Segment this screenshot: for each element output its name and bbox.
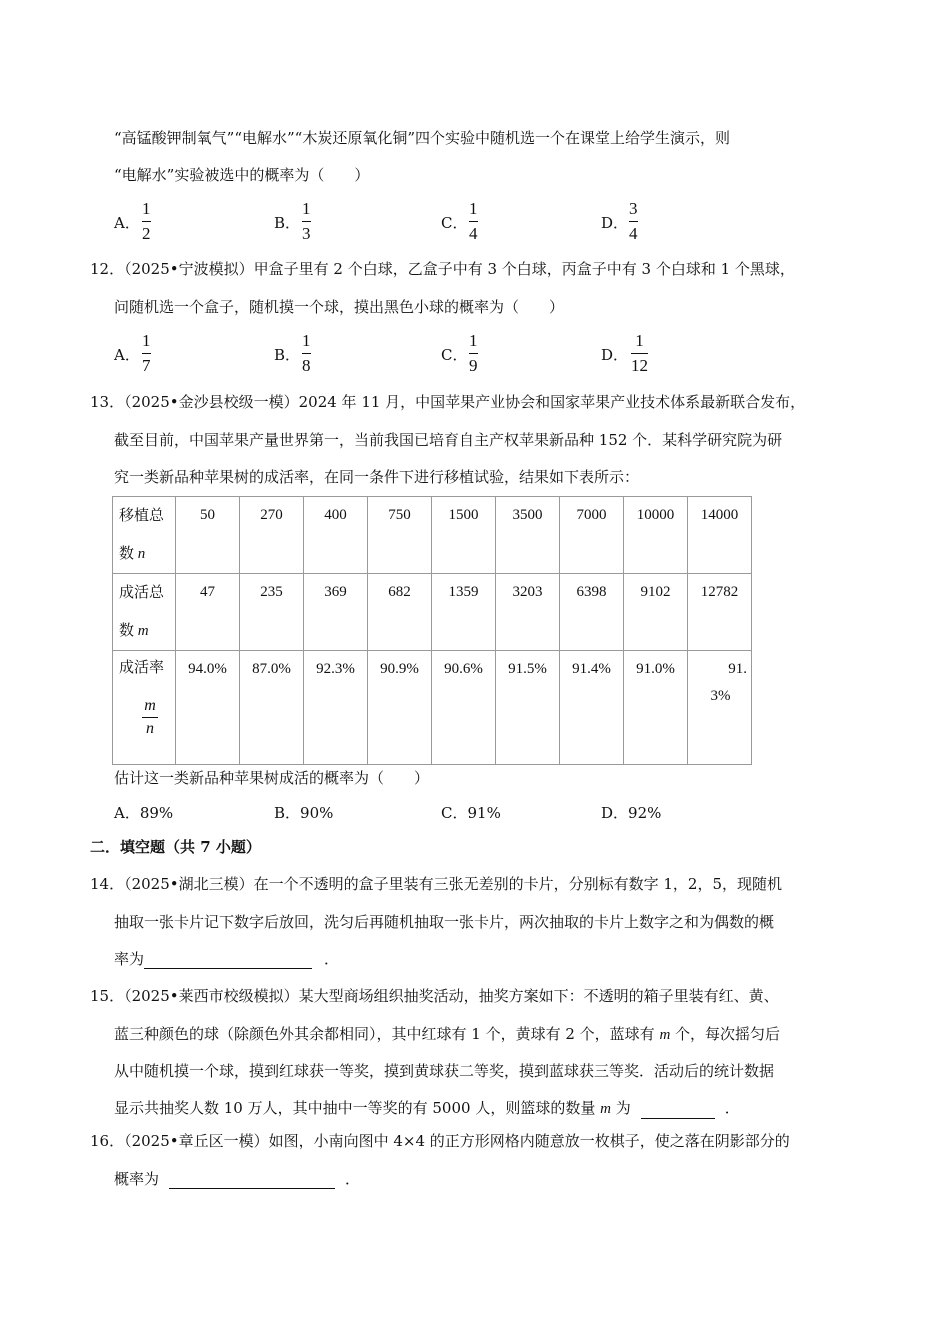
q13-option-d[interactable]: D．92%: [601, 804, 662, 822]
cell-value: 3203: [512, 584, 543, 600]
cell-value: 3500: [512, 507, 543, 523]
text: 概率为: [114, 1170, 160, 1188]
q13-option-b[interactable]: B．90%: [274, 804, 334, 822]
text: 为: [610, 1099, 631, 1117]
cell-value: 7000: [576, 507, 607, 523]
table-cell: [560, 497, 624, 574]
variable-m: m: [600, 1101, 611, 1117]
numerator: 1: [142, 331, 151, 350]
q13-line-1: 13．（2025•金沙县校级一模）2024 年 11 月，中国苹果产业协会和国家苹果产业技术体系最新联合发布，: [90, 393, 806, 411]
table-cell: [240, 497, 304, 574]
fraction: [629, 199, 638, 244]
denominator: 2: [142, 224, 151, 243]
fraction: [469, 199, 478, 244]
table-cell: [368, 497, 432, 574]
table-cell: [304, 497, 368, 574]
numerator: 1: [469, 199, 478, 218]
cell-value: 91.: [728, 661, 747, 677]
option-label: D．: [601, 346, 629, 364]
cell-value: 400: [324, 507, 347, 523]
cell-value: 270: [260, 507, 283, 523]
cell-value: 50: [200, 507, 215, 523]
cell-value: 12782: [700, 584, 739, 600]
table-cell: [432, 497, 496, 574]
variable-m: m: [659, 1027, 671, 1043]
denominator: 7: [142, 356, 151, 375]
cell-value: 47: [200, 584, 215, 600]
fraction: [302, 331, 311, 376]
row-header-line: 数: [119, 623, 135, 639]
q16-line-2: [114, 1169, 360, 1189]
cell-value: 90.6%: [444, 661, 483, 677]
option-label: D．: [601, 214, 629, 232]
text: 显示共抽奖人数 10 万人，其中抽中一等奖的有 5000 人，则篮球的数量: [114, 1099, 601, 1117]
table-row: [113, 574, 752, 651]
cell-value: 91.5%: [508, 661, 547, 677]
numerator: 3: [629, 199, 638, 218]
q12-line-2: 问随机选一个盒子，随机摸一个球，摸出黑色小球的概率为（ ）: [114, 298, 565, 316]
survival-rate-table: [112, 496, 752, 765]
table-cell: [624, 574, 688, 651]
table-cell: [176, 574, 240, 651]
cell-value: 9102: [640, 584, 671, 600]
text: ．: [345, 1170, 361, 1188]
q14-line-2: 抽取一张卡片记下数字后放回，洗匀后再随机抽取一张卡片，两次抽取的卡片上数字之和为偶数的概: [114, 913, 775, 931]
numerator: m: [144, 697, 156, 714]
fraction: [302, 199, 311, 244]
option-label: C．: [441, 214, 468, 232]
cell-value: 3%: [710, 688, 731, 704]
variable-m: m: [137, 623, 149, 639]
q11-line-1: “高锰酸钾制氧气”“电解水”“木炭还原氧化铜”四个实验中随机选一个在课堂上给学生演示，则: [114, 129, 731, 147]
row-header-line: 移植总: [119, 508, 165, 524]
option-label: C．: [441, 346, 468, 364]
q15-line-4: [114, 1098, 740, 1119]
row-header: [113, 651, 176, 765]
table-cell: [496, 651, 560, 765]
cell-value: 369: [324, 584, 347, 600]
variable-n: n: [137, 546, 146, 562]
q13-line-2: 截至目前，中国苹果产量世界第一，当前我国已培育自主产权苹果新品种 152 个．某科学研究院为研: [114, 431, 783, 449]
answer-blank[interactable]: [169, 1172, 335, 1189]
option-label: B．: [274, 346, 301, 364]
cell-value: 92.3%: [316, 661, 355, 677]
table-cell: [688, 651, 752, 765]
table-cell: [432, 651, 496, 765]
table-cell: [176, 497, 240, 574]
table-cell: [240, 651, 304, 765]
q14-line-1: 14．（2025•湖北三模）在一个不透明的盒子里装有三张无差别的卡片，分别标有数字 1，2，5，现随机: [90, 875, 783, 893]
cell-value: 750: [388, 507, 411, 523]
section-title: 二．填空题（共 7 小题）: [90, 838, 261, 856]
denominator: n: [146, 720, 154, 737]
table-row: [113, 497, 752, 574]
table-cell: [304, 574, 368, 651]
cell-value: 14000: [700, 507, 739, 523]
table-cell: [368, 574, 432, 651]
table-cell: [624, 497, 688, 574]
q12-line-1: 12．（2025•宁波模拟）甲盒子里有 2 个白球，乙盒子中有 3 个白球，丙盒子中有 3 个白球和 1 个黑球，: [90, 260, 795, 278]
table-cell: [624, 651, 688, 765]
text: 率为: [114, 950, 145, 968]
row-header-line: 成活率: [119, 660, 165, 676]
denominator: 4: [469, 224, 478, 243]
q15-line-3: 从中随机摸一个球，摸到红球获一等奖，摸到黄球获二等奖，摸到蓝球获三等奖．活动后的统计数据: [114, 1062, 775, 1080]
cell-value: 235: [260, 584, 283, 600]
table-cell: [432, 574, 496, 651]
option-label: A．: [114, 346, 140, 364]
denominator: 9: [469, 356, 478, 375]
row-header: [113, 574, 176, 651]
fraction: [142, 331, 151, 376]
table-cell: [368, 651, 432, 765]
q14-line-3: [114, 949, 339, 969]
q13-question: 估计这一类新品种苹果树成活的概率为（ ）: [114, 769, 430, 787]
q13-option-a[interactable]: A．89%: [114, 804, 174, 822]
table-cell: [688, 574, 752, 651]
fraction-m-over-n: [135, 697, 165, 738]
cell-value: 90.9%: [380, 661, 419, 677]
table-cell: [560, 574, 624, 651]
numerator: 1: [302, 199, 311, 218]
q15-line-1: 15．（2025•莱西市校级模拟）某大型商场组织抽奖活动，抽奖方案如下：不透明的箱子里装有红、黄、: [90, 987, 779, 1005]
answer-blank[interactable]: [144, 952, 312, 969]
option-label: B．: [274, 214, 301, 232]
cell-value: 94.0%: [188, 661, 227, 677]
cell-value: 6398: [576, 584, 607, 600]
fraction: [629, 331, 650, 376]
cell-value: 87.0%: [252, 661, 291, 677]
numerator: 1: [302, 331, 311, 350]
denominator: 8: [302, 356, 311, 375]
table-cell: [496, 574, 560, 651]
table-cell: [176, 651, 240, 765]
option-label: A．: [114, 214, 140, 232]
numerator: 1: [142, 199, 151, 218]
text: ．: [724, 1099, 740, 1117]
denominator: 4: [629, 224, 638, 243]
denominator: 3: [302, 224, 311, 243]
text: 蓝三种颜色的球（除颜色外其余都相同），其中红球有 1 个，黄球有 2 个，蓝球有: [114, 1025, 660, 1043]
table-cell: [240, 574, 304, 651]
numerator: 1: [635, 331, 644, 350]
row-header: [113, 497, 176, 574]
fraction: [142, 199, 151, 244]
cell-value: 1359: [448, 584, 479, 600]
table-cell: [496, 497, 560, 574]
table-cell: [688, 497, 752, 574]
cell-value: 91.0%: [636, 661, 675, 677]
q13-line-3: 究一类新品种苹果树的成活率，在同一条件下进行移植试验，结果如下表所示：: [114, 468, 640, 486]
table-row: [113, 651, 752, 765]
table-cell: [560, 651, 624, 765]
row-header-line: 成活总: [119, 585, 165, 601]
answer-blank[interactable]: [641, 1102, 715, 1119]
cell-value: 91.4%: [572, 661, 611, 677]
cell-value: 10000: [636, 507, 675, 523]
q13-option-c[interactable]: C．91%: [441, 804, 501, 822]
denominator: 12: [631, 356, 648, 375]
text: ．: [324, 950, 340, 968]
q15-line-2: [114, 1024, 780, 1045]
table-cell: [304, 651, 368, 765]
cell-value: 1500: [448, 507, 479, 523]
q11-line-2: “电解水”实验被选中的概率为（ ）: [114, 166, 370, 184]
q16-line-1: 16．（2025•章丘区一模）如图，小南向图中 4×4 的正方形网格内随意放一枚棋子，使之落在阴影部分的: [90, 1132, 790, 1150]
cell-value: 682: [388, 584, 411, 600]
fraction: [469, 331, 478, 376]
row-header-line: 数: [119, 546, 135, 562]
numerator: 1: [469, 331, 478, 350]
text: 个，每次摇匀后: [670, 1025, 781, 1043]
